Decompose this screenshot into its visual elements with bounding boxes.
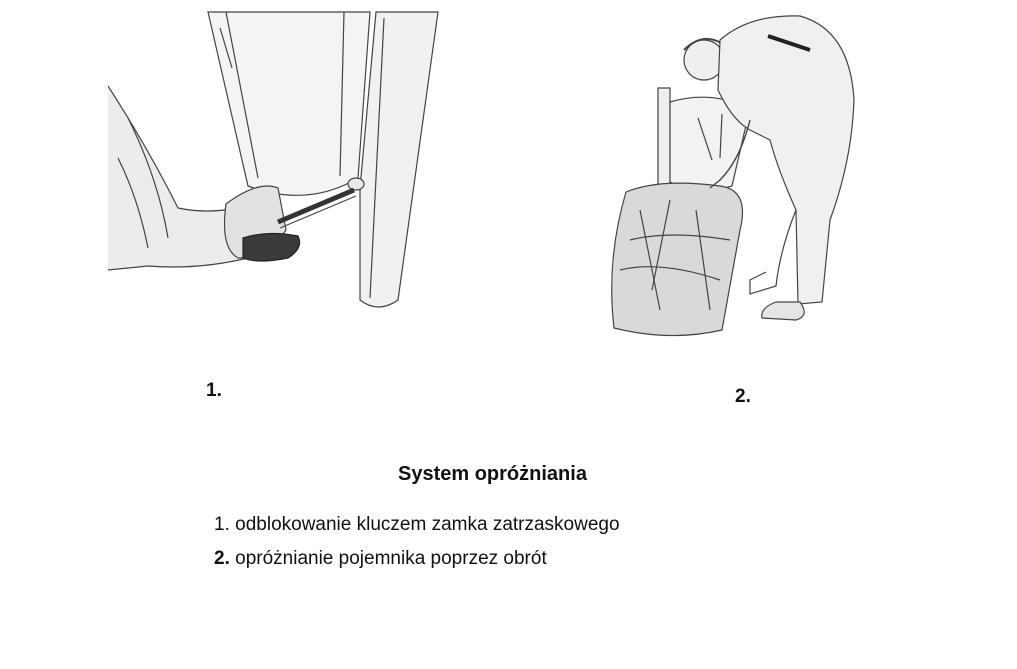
- steps-list: [214, 512, 620, 580]
- figure-1-number: 1.: [206, 380, 222, 401]
- list-item: [214, 512, 620, 546]
- step-text: opróżnianie pojemnika poprzez obrót: [235, 548, 547, 569]
- figure-2-number: 2.: [735, 386, 751, 407]
- list-item: [214, 546, 620, 580]
- figure-1-unlock-latch-illustration: [108, 8, 448, 318]
- step-number: 2.: [214, 548, 230, 569]
- step-number: 1.: [214, 514, 230, 535]
- section-title: System opróżniania: [398, 463, 587, 485]
- step-text: odblokowanie kluczem zamka zatrzaskowego: [235, 514, 620, 535]
- figure-2-empty-container-illustration: [600, 10, 865, 340]
